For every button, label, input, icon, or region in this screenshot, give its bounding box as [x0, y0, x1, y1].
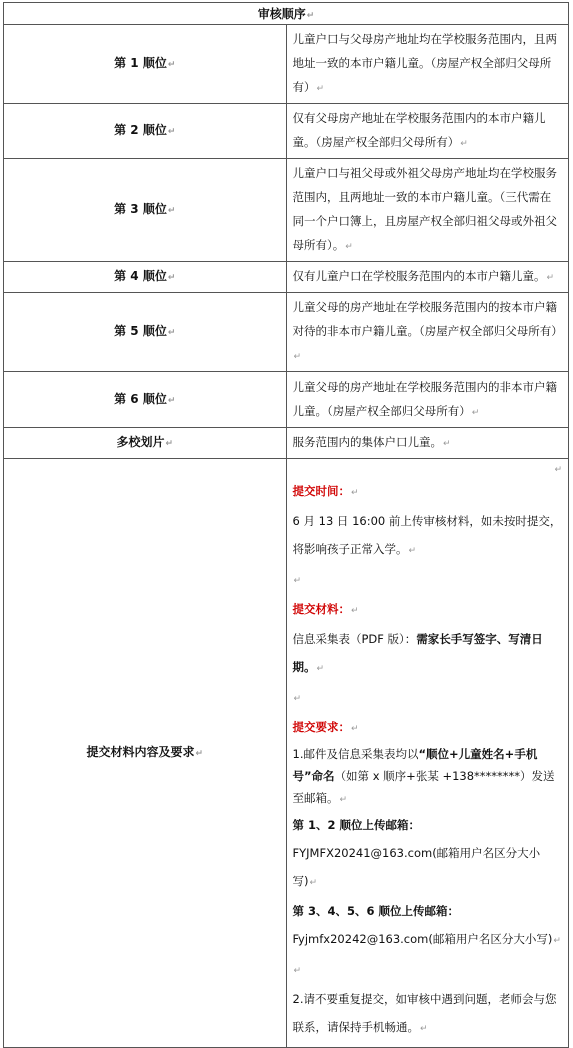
- row-label: 第 5 顺位↵: [4, 293, 287, 372]
- row-label: 第 3 顺位↵: [4, 159, 287, 262]
- requirement-1: 1.邮件及信息采集表均以“顺位+儿童姓名+手机号”命名（如第 x 顺序+张某 +138********）发送至邮箱。↵: [292, 747, 555, 805]
- submit-requirements-label: 提交材料内容及要求↵: [4, 459, 287, 1048]
- mailbox-1: 第 1、2 顺位上传邮箱：FYJMFX20241@163.com(邮箱用户名区分大小写)↵: [292, 818, 541, 888]
- row-label: 第 1 顺位↵: [4, 25, 287, 104]
- row-label: 多校划片↵: [4, 428, 287, 459]
- submit-requirements-content: ↵ 提交时间：↵ 6 月 13 日 16:00 前上传审核材料，如未按时提交，将影响孩子正常入学。↵ ↵ 提交材料：↵ 信息采集表（PDF 版）：需家长手写签字、写清日期。↵ ↵ 提交要求：↵ 1.邮件及信息采集表均以“顺位+儿童姓名+手机号”命名（如第 x 顺序+张某 +138********）发送至邮箱。↵ 第 1、2 顺位上传邮箱：FYJMFX20241@163.com(邮箱用户名区分大小写)↵ 第 3、4、5、6 顺位上传邮箱：Fyjmfx20242@163.com(邮箱用户名区分大小写)↵ ↵ 2.请不要重复提交，如审核中遇到问题，老师会与您联系，请保持手机畅通。↵: [286, 459, 569, 1048]
- materials-text: 信息采集表（PDF 版）：需家长手写签字、写清日期。↵: [292, 632, 543, 674]
- row-label: 第 4 顺位↵: [4, 262, 287, 293]
- admission-order-table: [3, 2, 569, 1048]
- table-title: 审核顺序↵: [4, 3, 569, 25]
- row-content: 儿童户口与父母房产地址均在学校服务范围内，且两地址一致的本市户籍儿童。（房屋产权全部归父母所有）↵: [286, 25, 569, 104]
- row-content: 儿童户口与祖父母或外祖父母房产地址均在学校服务范围内，且两地址一致的本市户籍儿童。（三代需在同一个户口簿上，且房屋产权全部归祖父母或外祖父母所有）。↵: [286, 159, 569, 262]
- submit-time-heading: 提交时间：↵: [292, 484, 359, 498]
- row-content: 仅有儿童户口在学校服务范围内的本市户籍儿童。↵: [286, 262, 569, 293]
- requirements-heading: 提交要求：↵: [292, 720, 359, 734]
- row-label: 第 2 顺位↵: [4, 104, 287, 159]
- row-content: 儿童父母的房产地址在学校服务范围内的非本市户籍儿童。（房屋产权全部归父母所有）↵: [286, 372, 569, 428]
- materials-heading: 提交材料：↵: [292, 602, 359, 616]
- row-content: 仅有父母房产地址在学校服务范围内的本市户籍儿童。（房屋产权全部归父母所有）↵: [286, 104, 569, 159]
- row-label: 第 6 顺位↵: [4, 372, 287, 428]
- submit-time-text: 6 月 13 日 16:00 前上传审核材料，如未按时提交，将影响孩子正常入学。↵: [292, 514, 562, 556]
- row-content: 儿童父母的房产地址在学校服务范围内的按本市户籍对待的非本市户籍儿童。（房屋产权全部归父母所有）↵: [286, 293, 569, 372]
- row-content: 服务范围内的集体户口儿童。↵: [286, 428, 569, 459]
- mailbox-2: 第 3、4、5、6 顺位上传邮箱：Fyjmfx20242@163.com(邮箱用户名区分大小写)↵: [292, 904, 561, 946]
- requirement-2: 2.请不要重复提交，如审核中遇到问题，老师会与您联系，请保持手机畅通。↵: [292, 992, 557, 1034]
